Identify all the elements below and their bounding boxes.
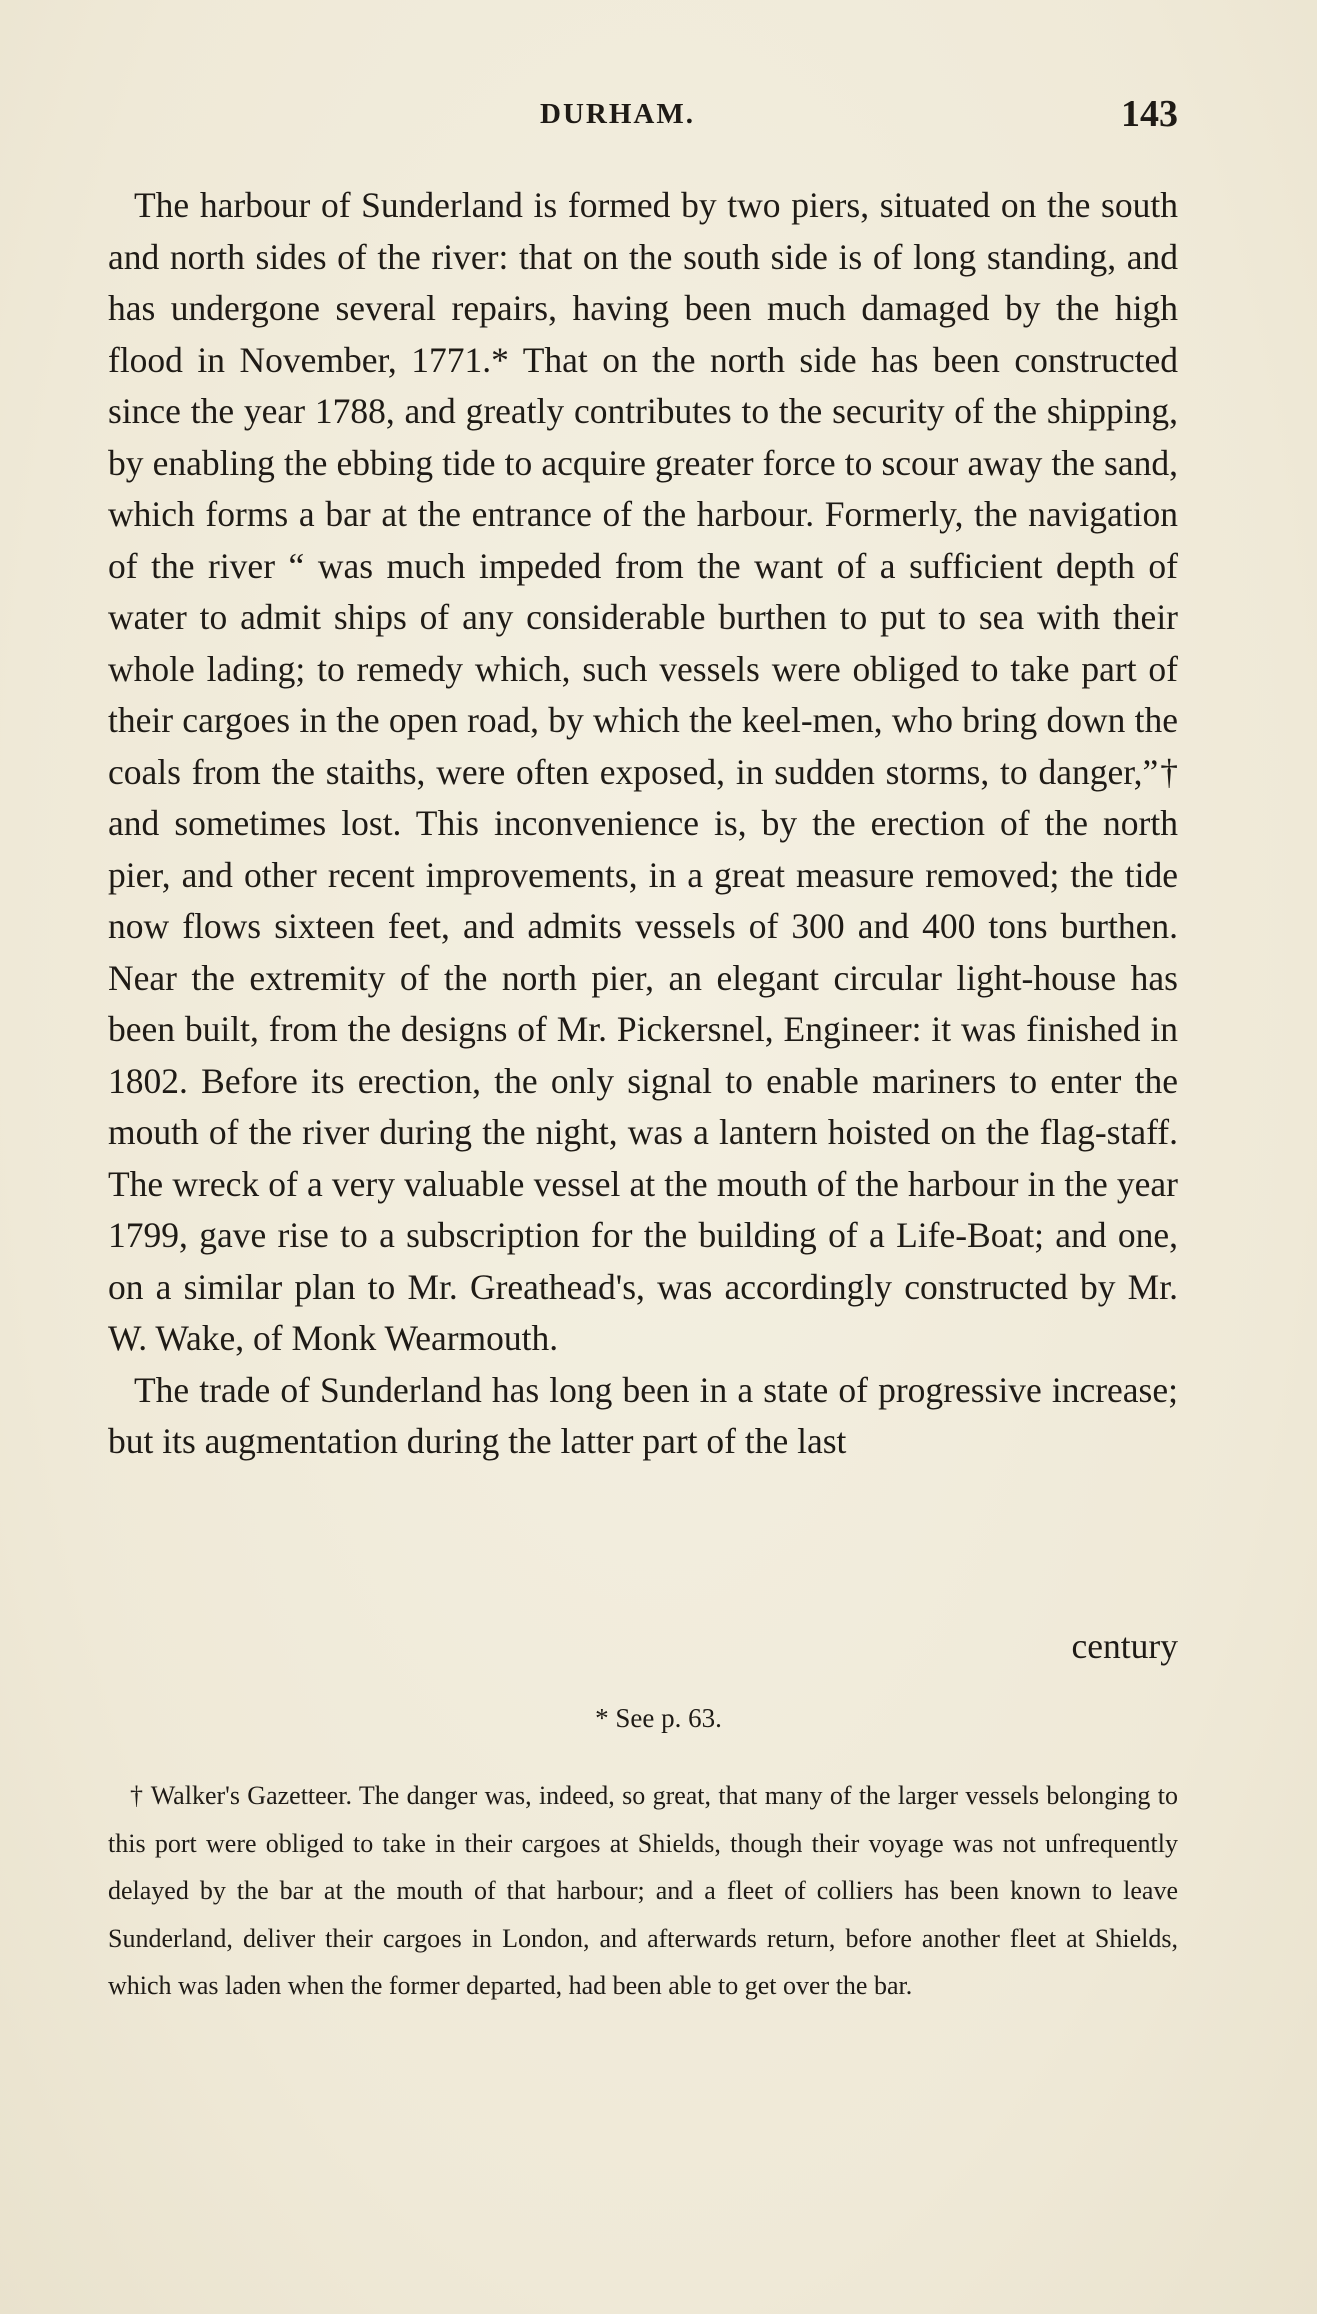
page-header [108, 92, 1178, 142]
footnote-dagger-text: † Walker's Gazetteer. The danger was, indeed, so great, that many of the larger vessels belonging to this port were obliged to take in their cargoes at Shields, though their voyage was not unfrequently delayed by the bar at the mouth of that harbour; and a fleet of colliers has been known to leave Sunderland, deliver their cargoes in London, and afterwards return, before another fleet at Shields, which was laden when the former departed, had been able to get over the bar. [108, 1781, 1178, 2000]
catchword: century [1071, 1626, 1178, 1666]
running-head: DURHAM. [540, 98, 695, 130]
body-text [108, 180, 1178, 1468]
paragraph-trade: The trade of Sunderland has long been in a state of progressive increase; but its augmentation during the latter part of the last [108, 1369, 1178, 1461]
page-number: 143 [1121, 93, 1178, 135]
paragraph-harbour: The harbour of Sunderland is formed by two piers, situated on the south and north sides of the river: that on the south side is of long standing, and has undergone several repairs, having been much damaged by the high flood in November, 1771.* That on the north side has been constructed since the year 1788, and greatly contributes to the security of the shipping, by enabling the ebbing tide to acquire greater force to scour away the sand, which forms a bar at the entrance of the harbour. Formerly, the navigation of the river “ was much impeded from the want of a sufficient depth of water to admit ships of any considerable burthen to put to sea with their whole lading; to remedy which, such vessels were obliged to take part of their cargoes in the open road, by which the keel-men, who bring down the coals from the staiths, were often exposed, in sudden storms, to danger,”† and sometimes lost. This inconvenience is, by the erection of the north pier, and other recent improvements, in a great measure removed; the tide now flows sixteen feet, and admits vessels of 300 and 400 tons burthen. Near the extremity of the north pier, an elegant circular light-house has been built, from the designs of Mr. Pickersnel, Engineer: it was finished in 1802. Before its erection, the only signal to enable mariners to enter the mouth of the river during the night, was a lantern hoisted on the flag-staff. The wreck of a very valuable vessel at the mouth of the harbour in the year 1799, gave rise to a subscription for the building of a Life-Boat; and one, on a similar plan to Mr. Greathead's, was accordingly constructed by Mr. W. Wake, of Monk Wearmouth. [108, 185, 1178, 1358]
footnote-star: * See p. 63. [595, 1703, 722, 1733]
footnote-dagger [108, 1772, 1178, 2010]
